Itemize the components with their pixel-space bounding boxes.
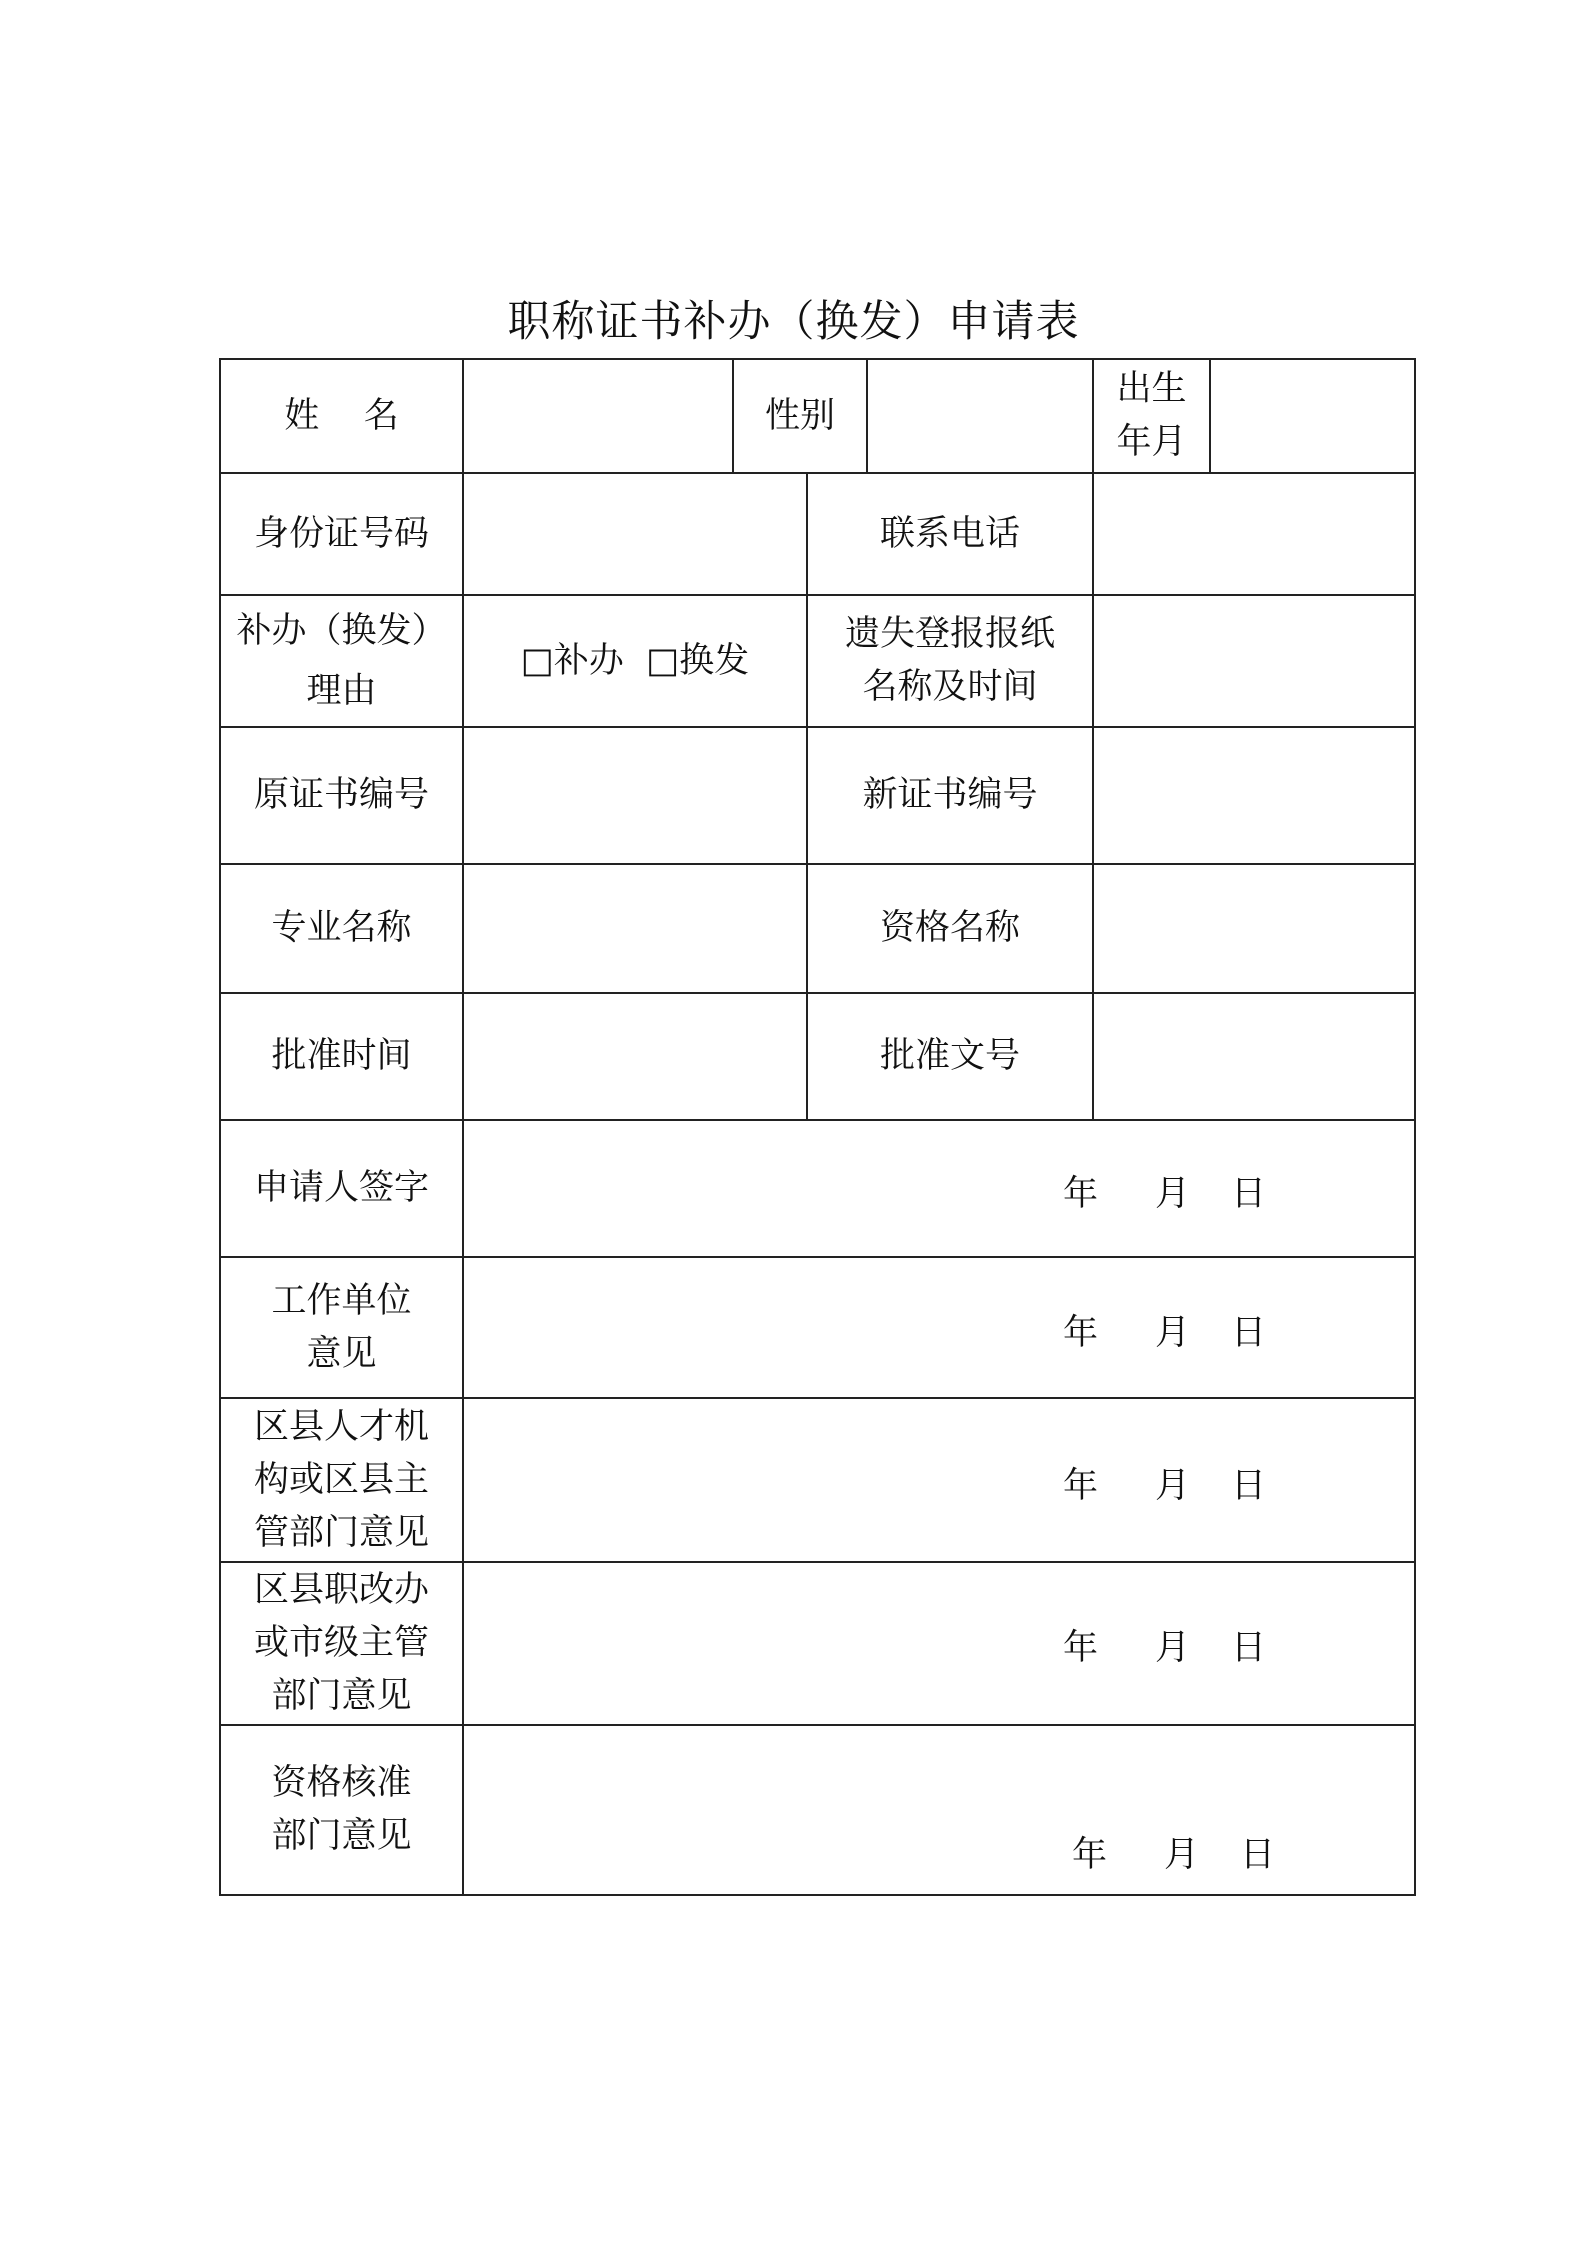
id-number-label: 身份证号码 [253, 513, 429, 554]
application-form-table [219, 358, 1416, 1896]
birth-date-label-line2: 年月 [1116, 422, 1187, 462]
name-label: 姓 名 [284, 395, 399, 436]
birth-date-label [1094, 360, 1209, 472]
table-border-bottom [219, 1894, 1416, 1896]
approval-time-label: 批准时间 [271, 1036, 412, 1076]
date-year: 年 [1063, 1313, 1099, 1353]
applicant-signature-label: 申请人签字 [253, 1168, 429, 1208]
date-month: 月 [1155, 1628, 1191, 1668]
district-title-office-opinion-field[interactable] [464, 1563, 1414, 1724]
date-day: 日 [1231, 1466, 1267, 1506]
date-month: 月 [1155, 1313, 1191, 1353]
old-cert-number-label: 原证书编号 [253, 775, 429, 815]
phone-label: 联系电话 [879, 513, 1020, 554]
date-year: 年 [1063, 1174, 1099, 1214]
date-day: 日 [1240, 1835, 1276, 1875]
date-year: 年 [1063, 1466, 1099, 1506]
date-month: 月 [1155, 1466, 1191, 1506]
qualification-verification-opinion-label: 资格核准 部门意见 [271, 1763, 412, 1856]
name-field[interactable] [464, 360, 732, 472]
date-day: 日 [1231, 1313, 1267, 1353]
birth-date-label-line1: 出生 [1116, 369, 1187, 409]
date-month: 月 [1164, 1835, 1200, 1875]
reason-label-line2: 理由 [306, 671, 377, 711]
date-month: 月 [1155, 1174, 1191, 1214]
reason-label-line1: 补办（换发） [236, 611, 447, 651]
district-talent-opinion-field[interactable] [464, 1399, 1414, 1561]
old-cert-number-field[interactable] [464, 728, 806, 863]
approval-doc-number-label: 批准文号 [879, 1036, 1020, 1076]
approval-doc-number-field[interactable] [1094, 994, 1414, 1119]
table-border-right [1414, 358, 1416, 1896]
district-title-office-opinion-label: 区县职改办 或市级主管 部门意见 [253, 1570, 429, 1716]
date-year: 年 [1072, 1835, 1108, 1875]
qualification-name-field[interactable] [1094, 865, 1414, 992]
lost-notice-field[interactable] [1094, 596, 1414, 726]
reason-label [221, 596, 462, 726]
date-day: 日 [1231, 1628, 1267, 1668]
lost-notice-label-line2: 名称及时间 [862, 667, 1038, 707]
birth-date-field[interactable] [1211, 360, 1414, 472]
approval-time-field[interactable] [464, 994, 806, 1119]
phone-field[interactable] [1094, 474, 1414, 594]
gender-field[interactable] [868, 360, 1092, 472]
applicant-signature-field[interactable] [464, 1121, 1414, 1256]
new-cert-number-field[interactable] [1094, 728, 1414, 863]
form-title: 职称证书补办（换发）申请表 [507, 297, 1080, 347]
district-talent-opinion-label: 区县人才机 构或区县主 管部门意见 [253, 1406, 429, 1553]
qualification-name-label: 资格名称 [879, 908, 1020, 948]
id-number-field[interactable] [464, 474, 806, 594]
gender-label: 性别 [764, 395, 835, 436]
new-cert-number-label: 新证书编号 [862, 775, 1038, 815]
reason-options[interactable]: □补办 □换发 [520, 640, 750, 681]
lost-notice-label [808, 596, 1092, 726]
date-year: 年 [1063, 1628, 1099, 1668]
employer-opinion-field[interactable] [464, 1258, 1414, 1397]
lost-notice-label-line1: 遗失登报报纸 [844, 614, 1055, 654]
date-day: 日 [1231, 1174, 1267, 1214]
major-label: 专业名称 [271, 908, 412, 948]
employer-opinion-label: 工作单位 意见 [271, 1280, 412, 1374]
major-field[interactable] [464, 865, 806, 992]
